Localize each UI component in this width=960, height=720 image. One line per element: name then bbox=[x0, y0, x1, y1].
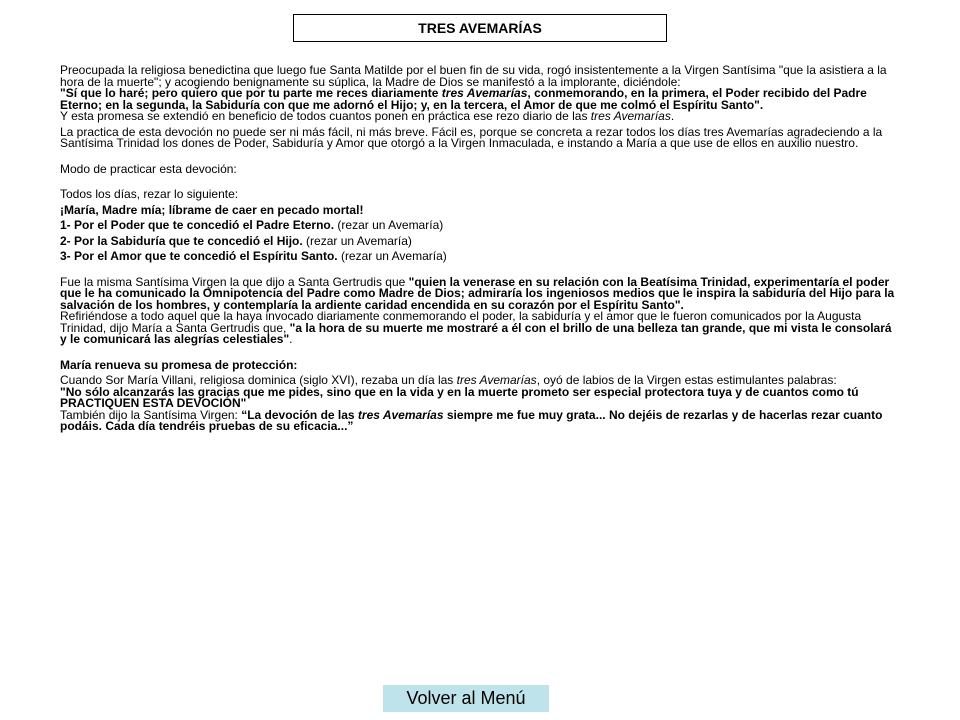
list-item: 1- Por el Poder que te concedió el Padre Eterno. (rezar un Avemaría) bbox=[60, 218, 444, 232]
intro-paragraph: Preocupada la religiosa benedictina que luego fue Santa Matilde por el buen fin de su vida, rogó insistentemente a la Virgen Santísima "que la asistiera a la hora de la muerte"; y acogiendo benignamente su súplica, la Madre de Dios se manifestó a la implorante, diciéndole: bbox=[60, 63, 887, 89]
daily-instruction: Todos los días, rezar lo siguiente: bbox=[60, 187, 239, 201]
gertrudis-death-paragraph: Refiriéndose a todo aquel que la haya invocado diariamente conmemorando el poder, la sabiduría y el amor que le fueron comunicados por la Augusta Trinidad, dijo María a Santa Gertrudis que, "a la hora de su muerte me mostraré a él con el brillo de una belleza tan grande, que mi vista le consolará y le comunicará las alegrías celestiales". bbox=[60, 309, 892, 346]
renewal-heading: María renueva su promesa de protección: bbox=[60, 357, 298, 372]
list-item: 3- Por el Amor que te concedió el Espíritu Santo. (rezar un Avemaría) bbox=[60, 249, 447, 263]
villani-quote: "No sólo alcanzarás las gracias que me pides, sino que en la vida y en la muerte prometo ser especial protectora tuya y de cuantos como tú PRACTIQUEN ESTA DEVOCIÓN" bbox=[60, 384, 859, 410]
page-title: TRES AVEMARÍAS bbox=[293, 14, 667, 42]
practice-heading: Modo de practicar esta devoción: bbox=[60, 161, 237, 176]
prayer-line: ¡María, Madre mía; líbrame de caer en pecado mortal! bbox=[60, 202, 364, 217]
gertrudis-paragraph: Fue la misma Santísima Virgen la que dijo a Santa Gertrudis que "quien la venerase en su relación con la Beatísima Trinidad, experimentaría el poder que le ha comunicado la Omnipotencia del Padre como Madre de Dios; admiraría los ingeniosos medios que le inspira la sabiduría del Hijo para la salvación de los hombres, y contemplaría la ardiente caridad encendida en su corazón por el Espíritu Santo". bbox=[60, 274, 895, 312]
villani-paragraph: Cuando Sor María Villani, religiosa dominica (siglo XVI), rezaba un día las tres Avemarías, oyó de labios de la Virgen estas estimulantes palabras: bbox=[60, 373, 837, 387]
virgin-promise-quote: "Sí que lo haré; pero quiero que por tu parte me reces diariamente tres Avemarías, conmemorando, en la primera, el Poder recibido del Padre Eterno; en la segunda, la Sabiduría con que me adornó el Hijo; y, en la tercera, el Amor de que me colmó el Espíritu Santo". bbox=[60, 86, 867, 112]
devotion-description-paragraph: La practica de esta devoción no puede ser ni más fácil, ni más breve. Fácil es, porque se concreta a rezar todos los días tres Avemarías agradeciendo a la Santísima Trinidad los dones de Poder, Sabiduría y Amor que otorgó a la Virgen Inmaculada, e instando a María a que use de ellos en auxilio nuestro. bbox=[60, 124, 883, 150]
back-to-menu-button[interactable]: Volver al Menú bbox=[383, 685, 549, 712]
promise-extension-paragraph: Y esta promesa se extendió en beneficio de todos cuantos ponen en práctica ese rezo diario de las tres Avemarías. bbox=[60, 109, 675, 123]
final-quote-paragraph: También dijo la Santísima Virgen: “La devoción de las tres Avemarías siempre me fue muy grata... No dejéis de rezarlas y de hacerlas rezar cuanto podáis. Cada día tendréis pruebas de su eficacia...” bbox=[60, 407, 883, 433]
article-body bbox=[60, 65, 900, 433]
list-item: 2- Por la Sabiduría que te concedió el Hijo. (rezar un Avemaría) bbox=[60, 233, 412, 248]
